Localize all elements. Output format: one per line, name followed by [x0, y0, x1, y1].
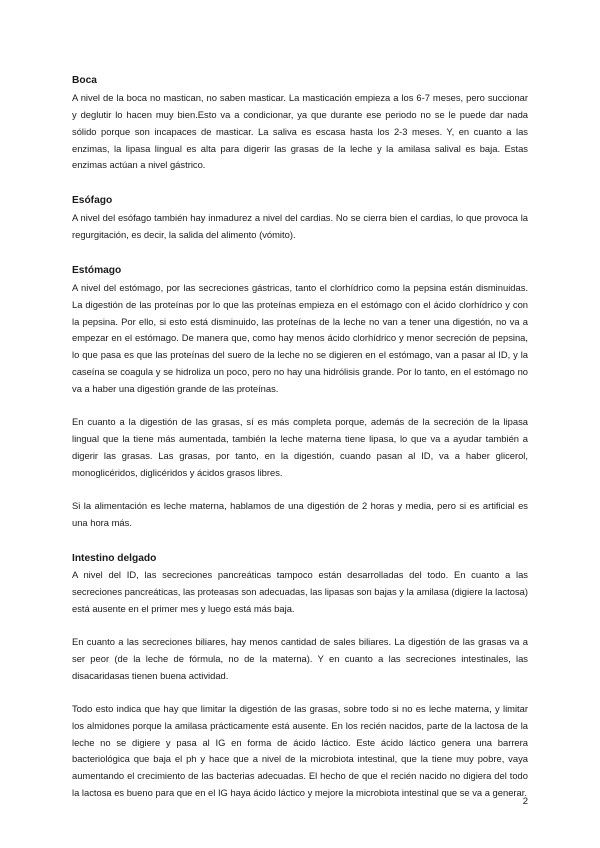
page-number: 2 — [522, 796, 528, 807]
document-page — [72, 73, 528, 821]
section-heading: Estómago — [72, 264, 122, 276]
section-boca — [72, 73, 528, 174]
paragraph: A nivel del estómago, por las secreciones gástricas, tanto el clorhídrico como la pepsina están disminuidas. La digestión de las proteínas por lo que las proteínas empieza en el estómago con el ácido clorhídrico y con la pepsina. Por ello, si esto está disminuido, las proteínas de la leche no van a tener una digestión, no va a empezar en el estómago. De manera que, como hay menos ácido clorhídrico y menor secreción de pepsina, lo que pasa es que las proteínas del suero de la leche no se digieren en el estómago, van a pasar al ID, y la caseína se coagula y se hidroliza un poco, pero no hay una hidrólisis grande. Por lo tanto, en el estómago no va a haber una digestión grande de las proteínas. — [72, 281, 528, 395]
paragraph: Si la alimentación es leche materna, hablamos de una digestión de 2 horas y media, pero si es artificial es una hora más. — [72, 499, 528, 528]
paragraph: A nivel del esófago también hay inmadurez a nivel del cardias. No se cierra bien el cardias, lo que provoca la regurgitación, es decir, la salida del alimento (vómito). — [72, 212, 528, 241]
section-heading: Esófago — [72, 195, 113, 207]
paragraph: A nivel del ID, las secreciones pancreáticas tampoco están desarrolladas del todo. En cuanto a las secreciones pancreáticas, las proteasas son adecuadas, las lipasas son bajas y la amilasa (digiere la lactosa) está ausente en el primer mes y luego está más baja. — [72, 569, 528, 615]
section-estomago — [72, 263, 528, 532]
section-heading: Boca — [72, 75, 97, 86]
paragraph: A nivel de la boca no mastican, no saben masticar. La masticación empieza a los 6-7 meses, pero succionar y deglutir lo hacen muy bien.Esto va a condicionar, ya que durante ese periodo no se le puede dar nada sólido porque son incapaces de masticar. La saliva es escasa hasta los 2-3 meses. Y, en cuanto a las enzimas, la lipasa lingual es alta para digerir las grasas de la leche y la amilasa salival es baja. Estas enzimas actúan a nivel gástrico. — [72, 91, 528, 171]
section-intestino-delgado — [72, 551, 528, 803]
paragraph: En cuanto a la digestión de las grasas, sí es más completa porque, además de la secreción de la lipasa lingual que la tiene más aumentada, también la leche materna tiene lipasa, lo que va a ayudar también a digerir las grasas. Las grasas, por tanto, en la digestión, cuando pasan al ID, va a haber glicerol, monoglicéridos, diglicéridos y ácidos grasos libres. — [72, 416, 528, 478]
paragraph: En cuanto a las secreciones biliares, hay menos cantidad de sales biliares. La digestión de las grasas va a ser peor (de la leche de fórmula, no de la materna). Y en cuanto a las secreciones intestinales, las disacaridasas tienen buena actividad. — [72, 636, 528, 681]
section-heading: Intestino delgado — [72, 552, 157, 564]
paragraph: Todo esto indica que hay que limitar la digestión de las grasas, sobre todo si no es leche materna, y limitar los almidones porque la amilasa prácticamente está ausente. En los recién nacidos, parte de la lactosa de la leche no se digiere y pasa al IG en forma de ácido láctico. Este ácido láctico genera una barrera bacteriológica que baja el ph y hace que a nivel de la microbiota intestinal, que la tiene muy pobre, vaya aumentando el crecimiento de las bacterias adecuadas. El hecho de que el recién nacido no digiera del todo la lactosa es bueno para que en el IG haya ácido láctico y mejore la microbiota intestinal que se va a generar. — [72, 702, 528, 799]
section-esofago — [72, 193, 528, 244]
